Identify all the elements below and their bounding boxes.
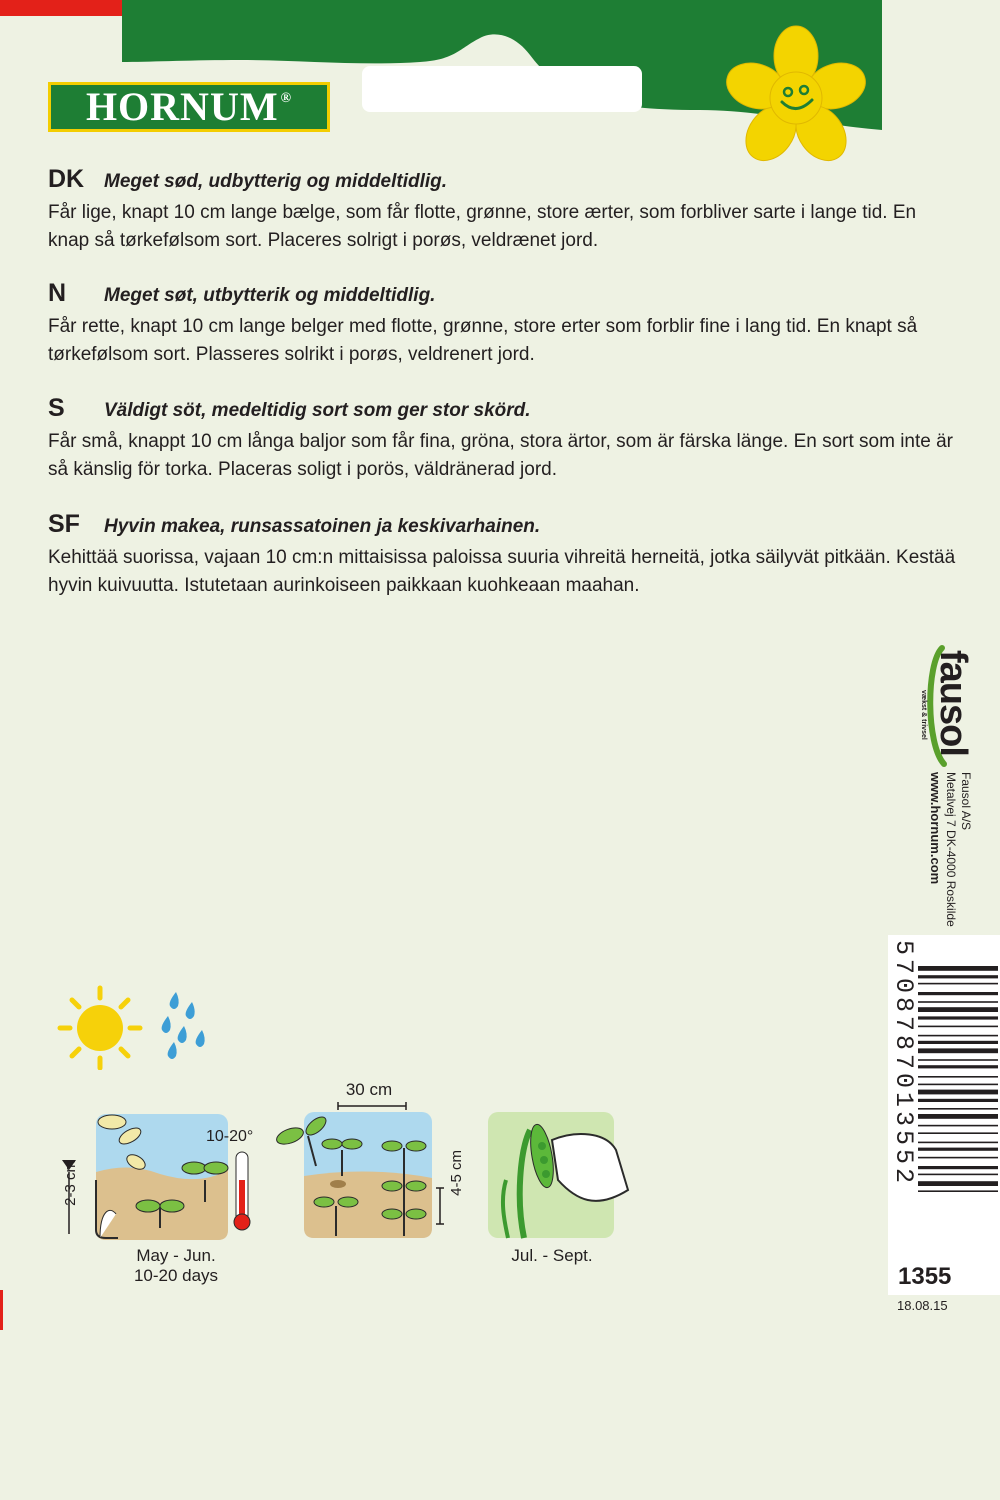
- barcode-bar: [918, 1166, 998, 1169]
- row-spacing-label: 30 cm: [345, 1080, 393, 1099]
- company-address: Metalvej 7 DK-4000 Roskilde: [944, 772, 958, 927]
- fausol-tagline: vækst & trivsel: [920, 690, 927, 740]
- sow-period-label: May - Jun.: [136, 1246, 216, 1265]
- section-body: [48, 199, 978, 255]
- fausol-logo-text: fausol: [932, 650, 974, 756]
- barcode-bar: [918, 1181, 998, 1186]
- section-body: [48, 428, 978, 484]
- barcode-bar: [918, 1059, 998, 1061]
- harvest-panel: [486, 1110, 636, 1240]
- barcode-bar: [918, 1026, 998, 1028]
- company-address-block: [928, 772, 973, 927]
- section-headline: Meget søt, utbytterik og middeltidlig.: [104, 285, 436, 306]
- barcode-bar: [918, 1114, 998, 1119]
- barcode-bar: [918, 1001, 998, 1003]
- print-date: 18.08.15: [897, 1298, 948, 1313]
- section-body: [48, 544, 978, 600]
- barcode-bar: [918, 1084, 998, 1086]
- barcode-bar: [918, 1041, 998, 1044]
- barcode-bar: [918, 1142, 998, 1144]
- section-n: [48, 278, 978, 369]
- section-dk: [48, 164, 978, 255]
- section-headline: Väldigt söt, medeltidig sort som ger stor skörd.: [104, 400, 531, 421]
- barcode-bar: [918, 1125, 998, 1127]
- barcode-bar: [918, 1035, 998, 1037]
- company-website: www.hornum.com: [928, 772, 943, 885]
- body-line: knap så tørkefølsom sort. Placeres solrigt i porøs, veldrænet jord.: [48, 230, 599, 251]
- barcode-bar: [918, 1132, 998, 1134]
- body-line: Får lige, knapt 10 cm lange bælge, som får flotte, grønne, store ærter, som forbliver sarte i lange tid. En: [48, 202, 917, 223]
- barcode-bar: [918, 1007, 998, 1012]
- body-line: Kehittää suorissa, vajaan 10 cm:n mittaisissa paloissa suuria vihreitä herneitä, jotka säilyvät pitkään. Kestää: [48, 547, 956, 568]
- temperature-label: 10-20°: [206, 1128, 254, 1145]
- company-name: Fausol A/S: [959, 772, 973, 831]
- brand-name: HORNUM: [85, 84, 279, 129]
- red-corner: [0, 0, 122, 16]
- sow-depth-label: 2-3 cm: [62, 1160, 79, 1206]
- section-headline: Hyvin makea, runsassatoinen ja keskivarhainen.: [104, 516, 541, 537]
- barcode-bar: [918, 1048, 998, 1053]
- barcode-digits: 5708787013552: [889, 940, 918, 1188]
- barcode-bar: [918, 1099, 998, 1102]
- section-headline: Meget sød, udbytterig og middeltidlig.: [104, 171, 448, 192]
- barcode-bar: [918, 1148, 998, 1151]
- body-line: hyvin kuivuutta. Istutetaan aurinkoiseen paikkaan kuohkeaan maahan.: [48, 575, 640, 596]
- spacing-panel: [268, 1096, 478, 1242]
- barcode-icon: [918, 966, 1000, 1256]
- lang-code: N: [48, 279, 67, 307]
- barcode-bar: [918, 1065, 998, 1068]
- barcode-bar: [918, 1190, 998, 1192]
- barcode-bar: [918, 1108, 998, 1110]
- barcode-bar: [918, 992, 998, 995]
- body-line: tørkefølsom sort. Plasseres solrikt i porøs, veldrenert jord.: [48, 344, 535, 365]
- barcode-bar: [918, 1076, 998, 1078]
- sun-icon: [60, 988, 140, 1068]
- barcode-bar: [918, 966, 998, 971]
- barcode-bar: [918, 1174, 998, 1176]
- body-line: Får rette, knapt 10 cm lange belger med flotte, grønne, store erter som forblir fine i lang tid. En knapt så: [48, 316, 918, 337]
- harvest-period-label: Jul. - Sept.: [511, 1246, 593, 1265]
- barcode-bar: [918, 1157, 998, 1159]
- rain-drops-icon: [162, 992, 205, 1059]
- hornum-logo: [48, 82, 330, 132]
- body-line: Får små, knappt 10 cm långa baljor som får fina, gröna, stora ärtor, som är färska länge. En sort som inte är: [48, 431, 954, 452]
- barcode-bar: [918, 983, 998, 985]
- weather-icons: [56, 984, 216, 1070]
- lang-code: SF: [48, 510, 80, 538]
- product-code: 1355: [898, 1263, 952, 1290]
- section-s: [48, 393, 978, 484]
- plant-spacing-label: 4-5 cm: [448, 1150, 465, 1196]
- section-body: [48, 313, 978, 369]
- barcode-bar: [918, 975, 998, 978]
- barcode-bar: [918, 1090, 998, 1095]
- barcode-bar: [918, 1016, 998, 1019]
- section-sf: [48, 509, 978, 600]
- lang-code: DK: [48, 165, 85, 193]
- germination-label: 10-20 days: [133, 1266, 219, 1285]
- red-edge-mark: [0, 1290, 3, 1330]
- lang-code: S: [48, 394, 65, 422]
- label-blank-area: [362, 66, 642, 112]
- body-line: så känslig för torka. Placeras soligt i porös, väldränerad jord.: [48, 459, 558, 480]
- registered-mark: ®: [280, 91, 293, 106]
